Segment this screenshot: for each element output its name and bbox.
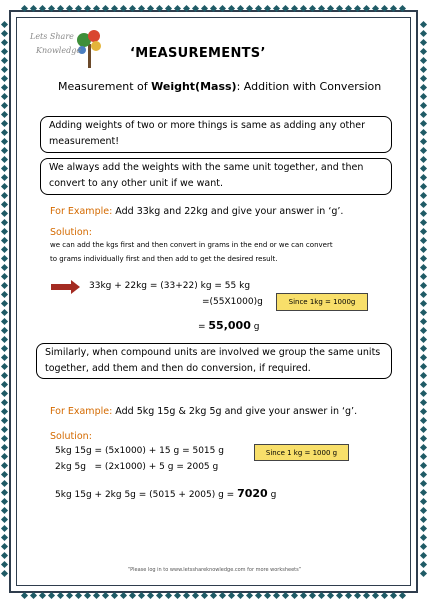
diamond-ornament (420, 264, 427, 271)
diamond-ornament (120, 5, 127, 12)
diamond-ornament (1, 21, 8, 28)
diamond-ornament (1, 237, 8, 244)
diamond-ornament (39, 5, 46, 12)
rule-box-1: Adding weights of two or more things is same as adding any other measurement! (40, 116, 392, 153)
diamond-ornament (156, 5, 163, 12)
diamond-ornament (420, 516, 427, 523)
example2-line1: 5kg 15g = (5x1000) + 15 g = 5015 g (55, 446, 224, 456)
diamond-ornament (309, 592, 316, 599)
diamond-ornament (102, 592, 109, 599)
diamond-ornament (1, 30, 8, 37)
diamond-ornament (1, 300, 8, 307)
diamond-ornament (1, 93, 8, 100)
arrow-icon (51, 280, 81, 294)
diamond-ornament (156, 592, 163, 599)
diamond-ornament (246, 592, 253, 599)
diamond-ornament (420, 201, 427, 208)
diamond-ornament (420, 255, 427, 262)
diamond-ornament (264, 592, 271, 599)
diamond-ornament (420, 435, 427, 442)
diamond-ornament (183, 592, 190, 599)
diamond-ornament (1, 255, 8, 262)
diamond-ornament (1, 102, 8, 109)
diamond-ornament (147, 5, 154, 12)
diamond-ornament (1, 147, 8, 154)
diamond-ornament (84, 5, 91, 12)
diamond-ornament (420, 381, 427, 388)
diamond-ornament (420, 489, 427, 496)
diamond-ornament (1, 327, 8, 334)
diamond-ornament (420, 309, 427, 316)
diamond-ornament (420, 525, 427, 532)
diamond-ornament (1, 444, 8, 451)
diamond-ornament (1, 264, 8, 271)
diamond-ornament (1, 183, 8, 190)
diamond-ornament (1, 210, 8, 217)
diamond-ornament (1, 426, 8, 433)
diamond-ornament (309, 5, 316, 12)
diamond-ornament (1, 480, 8, 487)
footer-note: “Please log in to www.letsshareknowledge.com for more worksheets” (127, 567, 302, 573)
diamond-ornament (1, 354, 8, 361)
diamond-ornament (420, 273, 427, 280)
diamond-ornament (1, 66, 8, 73)
diamond-ornament (399, 5, 406, 12)
diamond-ornament (318, 5, 325, 12)
diamond-ornament (273, 592, 280, 599)
diamond-ornament (1, 543, 8, 550)
diamond-ornament (30, 592, 37, 599)
diamond-ornament (165, 5, 172, 12)
diamond-ornament (390, 592, 397, 599)
diamond-ornament (390, 5, 397, 12)
diamond-ornament (345, 5, 352, 12)
diamond-ornament (48, 5, 55, 12)
diamond-ornament (93, 592, 100, 599)
diamond-ornament (1, 408, 8, 415)
diamond-ornament (219, 5, 226, 12)
diamond-ornament (48, 592, 55, 599)
diamond-ornament (420, 507, 427, 514)
diamond-ornament (255, 5, 262, 12)
diamond-ornament (420, 417, 427, 424)
diamond-ornament (1, 417, 8, 424)
diamond-ornament (1, 534, 8, 541)
diamond-ornament (66, 592, 73, 599)
diamond-ornament (1, 399, 8, 406)
diamond-ornament (282, 592, 289, 599)
example1-question-text: Add 33kg and 22kg and give your answer in ‘g’. (112, 206, 344, 217)
diamond-ornament (1, 552, 8, 559)
diamond-ornament (264, 5, 271, 12)
diamond-ornament (420, 534, 427, 541)
example1-label: For Example: (50, 206, 113, 217)
diamond-ornament (420, 156, 427, 163)
diamond-ornament (420, 228, 427, 235)
diamond-ornament (327, 592, 334, 599)
diamond-ornament (420, 282, 427, 289)
subtitle-suffix: : Addition with Conversion (236, 80, 382, 93)
diamond-ornament (318, 592, 325, 599)
diamond-ornament (1, 219, 8, 226)
diamond-ornament (420, 30, 427, 37)
diamond-ornament (1, 462, 8, 469)
diamond-ornament (84, 592, 91, 599)
diamond-ornament (138, 592, 145, 599)
rule-box-3: Similarly, when compound units are involved we group the same units together, add them and then do conversion, if required. (36, 343, 392, 379)
diamond-ornament (420, 111, 427, 118)
diamond-ornament (255, 592, 262, 599)
diamond-ornament (1, 489, 8, 496)
diamond-ornament (282, 5, 289, 12)
diamond-ornament (21, 5, 28, 12)
diamond-ornament (1, 192, 8, 199)
diamond-ornament (354, 5, 361, 12)
example1-answer: 55,000 (208, 319, 251, 332)
diamond-ornament (1, 84, 8, 91)
diamond-ornament (420, 372, 427, 379)
diamond-ornament (420, 408, 427, 415)
diamond-ornament (1, 336, 8, 343)
diamond-ornament (39, 592, 46, 599)
diamond-ornament (57, 5, 64, 12)
diamond-ornament (1, 318, 8, 325)
diamond-ornament (237, 5, 244, 12)
example2-line2: 2kg 5g = (2x1000) + 5 g = 2005 g (55, 462, 219, 472)
diamond-ornament (420, 174, 427, 181)
page-title: ‘MEASUREMENTS’ (130, 46, 266, 61)
diamond-ornament (420, 336, 427, 343)
example1-step2: =(55X1000)g (202, 297, 263, 307)
example2-solution-label: Solution: (50, 431, 92, 442)
example2-answer: 7020 (237, 487, 268, 500)
diamond-ornament (1, 498, 8, 505)
diamond-ornament (420, 219, 427, 226)
diamond-ornament (147, 592, 154, 599)
example2-line3-prefix: 5kg 15g + 2kg 5g = (5015 + 2005) g = (55, 490, 238, 500)
diamond-ornament (1, 201, 8, 208)
diamond-ornament (420, 498, 427, 505)
diamond-ornament (210, 592, 217, 599)
example1-explanation-line1: we can add the kgs first and then convert in grams in the end or we can convert (50, 241, 333, 249)
diamond-ornament (201, 592, 208, 599)
diamond-ornament (300, 592, 307, 599)
diamond-ornament (210, 5, 217, 12)
diamond-ornament (363, 5, 370, 12)
diamond-ornament (1, 381, 8, 388)
diamond-ornament (57, 592, 64, 599)
diamond-ornament (21, 592, 28, 599)
diamond-ornament (1, 174, 8, 181)
diamond-ornament (1, 363, 8, 370)
diamond-ornament (120, 592, 127, 599)
example2-question (50, 406, 357, 417)
diamond-ornament (228, 592, 235, 599)
example1-solution-label: Solution: (50, 227, 92, 238)
diamond-ornament (420, 210, 427, 217)
conversion-note-2: Since 1 kg = 1000 g (254, 444, 349, 461)
diamond-ornament (237, 592, 244, 599)
diamond-ornament (111, 5, 118, 12)
example1-step3-unit: g (250, 322, 260, 332)
example1-explanation-line2: to grams individually first and then add to get the desired result. (50, 255, 278, 263)
diamond-ornament (420, 354, 427, 361)
decorative-border-top (20, 4, 409, 13)
diamond-ornament (420, 165, 427, 172)
diamond-ornament (336, 5, 343, 12)
diamond-ornament (1, 273, 8, 280)
diamond-ornament (420, 66, 427, 73)
diamond-ornament (1, 516, 8, 523)
diamond-ornament (300, 5, 307, 12)
diamond-ornament (420, 21, 427, 28)
diamond-ornament (1, 390, 8, 397)
decorative-border-left (0, 20, 9, 583)
diamond-ornament (420, 102, 427, 109)
diamond-ornament (246, 5, 253, 12)
diamond-ornament (1, 120, 8, 127)
diamond-ornament (372, 592, 379, 599)
diamond-ornament (420, 120, 427, 127)
diamond-ornament (420, 75, 427, 82)
diamond-ornament (420, 246, 427, 253)
diamond-ornament (1, 246, 8, 253)
diamond-ornament (420, 237, 427, 244)
diamond-ornament (420, 138, 427, 145)
diamond-ornament (174, 592, 181, 599)
diamond-ornament (1, 165, 8, 172)
diamond-ornament (165, 592, 172, 599)
diamond-ornament (1, 111, 8, 118)
diamond-ornament (399, 592, 406, 599)
decorative-border-bottom (20, 591, 409, 600)
diamond-ornament (354, 592, 361, 599)
diamond-ornament (420, 426, 427, 433)
diamond-ornament (75, 5, 82, 12)
diamond-ornament (420, 39, 427, 46)
diamond-ornament (420, 444, 427, 451)
example2-question-text: Add 5kg 15g & 2kg 5g and give your answer in ‘g’. (112, 406, 358, 417)
diamond-ornament (420, 300, 427, 307)
diamond-ornament (381, 5, 388, 12)
diamond-ornament (219, 592, 226, 599)
decorative-border-right (419, 20, 428, 583)
diamond-ornament (1, 282, 8, 289)
page-subtitle (58, 80, 381, 93)
diamond-ornament (192, 5, 199, 12)
diamond-ornament (201, 5, 208, 12)
diamond-ornament (1, 57, 8, 64)
diamond-ornament (1, 48, 8, 55)
diamond-ornament (420, 471, 427, 478)
diamond-ornament (420, 147, 427, 154)
rule-box-2: We always add the weights with the same unit together, and then convert to any other unit if we want. (40, 158, 392, 195)
diamond-ornament (1, 471, 8, 478)
diamond-ornament (183, 5, 190, 12)
diamond-ornament (111, 592, 118, 599)
diamond-ornament (1, 309, 8, 316)
diamond-ornament (420, 390, 427, 397)
diamond-ornament (129, 5, 136, 12)
subtitle-bold: Weight(Mass) (151, 80, 237, 93)
diamond-ornament (420, 480, 427, 487)
diamond-ornament (420, 327, 427, 334)
diamond-ornament (420, 462, 427, 469)
diamond-ornament (327, 5, 334, 12)
diamond-ornament (420, 93, 427, 100)
example1-step3 (198, 319, 259, 332)
diamond-ornament (174, 5, 181, 12)
example1-step3-prefix: = (198, 322, 209, 332)
diamond-ornament (1, 345, 8, 352)
diamond-ornament (381, 592, 388, 599)
diamond-ornament (1, 453, 8, 460)
diamond-ornament (420, 183, 427, 190)
example2-line3 (55, 487, 276, 500)
diamond-ornament (1, 525, 8, 532)
subtitle-prefix: Measurement of (58, 80, 152, 93)
diamond-ornament (420, 453, 427, 460)
diamond-ornament (93, 5, 100, 12)
diamond-ornament (420, 345, 427, 352)
diamond-ornament (75, 592, 82, 599)
diamond-ornament (1, 156, 8, 163)
diamond-ornament (30, 5, 37, 12)
diamond-ornament (420, 192, 427, 199)
diamond-ornament (228, 5, 235, 12)
diamond-ornament (1, 435, 8, 442)
diamond-ornament (1, 228, 8, 235)
diamond-ornament (336, 592, 343, 599)
diamond-ornament (345, 592, 352, 599)
diamond-ornament (420, 129, 427, 136)
diamond-ornament (1, 39, 8, 46)
diamond-ornament (420, 291, 427, 298)
diamond-ornament (420, 363, 427, 370)
diamond-ornament (102, 5, 109, 12)
diamond-ornament (291, 5, 298, 12)
diamond-ornament (1, 75, 8, 82)
diamond-ornament (372, 5, 379, 12)
diamond-ornament (1, 138, 8, 145)
example2-label: For Example: (50, 406, 113, 417)
diamond-ornament (420, 543, 427, 550)
diamond-ornament (138, 5, 145, 12)
diamond-ornament (273, 5, 280, 12)
logo-text-line1: Lets Share (30, 32, 74, 41)
diamond-ornament (291, 592, 298, 599)
diamond-ornament (363, 592, 370, 599)
diamond-ornament (420, 48, 427, 55)
diamond-ornament (420, 318, 427, 325)
diamond-ornament (420, 84, 427, 91)
diamond-ornament (192, 592, 199, 599)
diamond-ornament (1, 372, 8, 379)
logo-text-line2: Knowledge (36, 46, 82, 55)
diamond-ornament (1, 129, 8, 136)
conversion-note-1: Since 1kg = 1000g (276, 293, 368, 311)
diamond-ornament (420, 399, 427, 406)
diamond-ornament (420, 57, 427, 64)
example1-question (50, 206, 343, 217)
example2-line3-unit: g (267, 490, 277, 500)
diamond-ornament (1, 291, 8, 298)
diamond-ornament (1, 507, 8, 514)
diamond-ornament (129, 592, 136, 599)
example1-step1: 33kg + 22kg = (33+22) kg = 55 kg (89, 281, 251, 291)
diamond-ornament (420, 552, 427, 559)
diamond-ornament (66, 5, 73, 12)
logo (30, 26, 112, 72)
